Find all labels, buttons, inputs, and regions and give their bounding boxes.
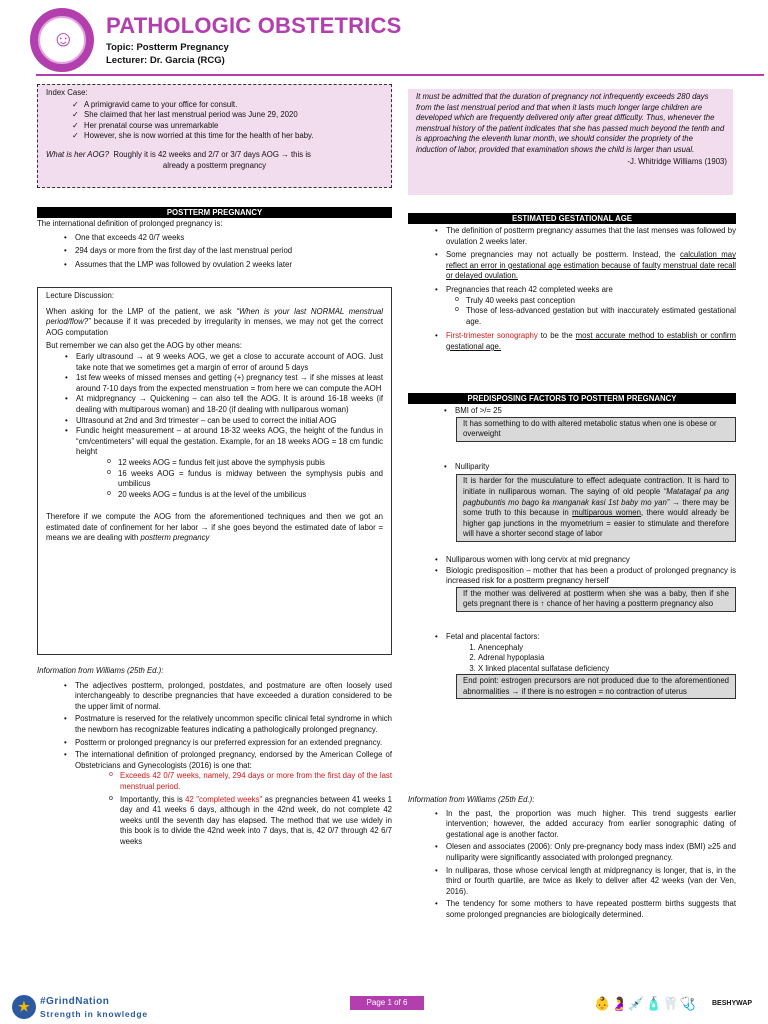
estimated-heading: ESTIMATED GESTATIONAL AGE [408,213,736,224]
case-item: ✓ She claimed that her last menstrual period was June 29, 2020 [84,110,383,121]
definition-item: • 294 days or more from the first day of the last menstrual period [75,246,392,257]
williams-item: • In nulliparas, those whose cervical length at midpregnancy is longer, that is, in the third or fourth quartile, are twice as likely to deliver after 42 weeks (van der Ven, 2016). [446,866,736,898]
lecture-discussion-box [37,287,392,655]
williams-item: • The international definition of prolonged pregnancy, endorsed by the American College of Obstetricians and Gynecologists (2016) is one that: [75,750,392,771]
lecture-conclusion: Therefore if we compute the AOG from the aforementioned techniques and then we got an estimated date of confinement for her labor → if she goes beyond the estimated date of labor = means we are dealing with postterm pregnancy [46,512,383,543]
williams-item: • In the past, the proportion was much higher. This trend suggests earlier intervention; however, the added accuracy from earlier sonographic dating of gestational age is another factor. [446,809,736,841]
case-answer: already a postterm pregnancy [162,160,267,170]
aog-method: • At midpregnancy → Quickening – can also tell the AOG. It is around 16-18 weeks (if dealing with multiparous woman) and 18-20 (if dealing with nulliparous woman) [76,394,383,415]
estimated-sub: o Those of less-advanced gestation but with inaccurately estimated gestational age. [466,306,736,327]
case-question: What is her AOG? Roughly it is 42 weeks and 2/7 or 3/7 days AOG → this is [46,149,311,159]
case-item: ✓ However, she is now worried at this time for the health of her baby. [84,131,383,142]
index-case-heading: Index Case: [46,88,88,97]
quote-text: It must be admitted that the duration of pregnancy not infrequently exceeds 280 days from the last menstrual period and that when it lasts much longer large children are developed which are frequently delivered only after great difficulty. Thus, whenever the menstrual history of the patient indicates that she has passed much beyond the tenth and is approaching the eleventh lunar month, we should consider the propriety of the induction of labor, provided that examination shows the child is larger than usual. [416,92,725,154]
definition-item: • Assumes that the LMP was followed by ovulation 2 weeks later [75,260,392,271]
williams-sub: o Importantly, this is 42 "completed weeks" as pregnancies between 41 weeks 1 day and 41 weeks 6 days, although in the 42nd week, do not complete 42 weeks until the seventh day has elapsed. The method that we use widely in this book is to divide the 42nd week into 7 days, that is, 42 0/7 through 42 6/7 weeks [120,795,392,848]
case-item: ✓ Her prenatal course was unremarkable [84,121,383,132]
factor-nulliparity: • Nulliparity [455,462,736,473]
header-divider [36,74,764,76]
lecture-p1: When asking for the LMP of the patient, we ask “When is your last NORMAL menstrual period/flow?” because if it was preceded by irregularity in menses, we may not get the correct AOG computation [46,306,383,337]
postterm-intro: The international definition of prolonged pregnancy is: [37,219,223,228]
logo [30,8,94,72]
page-number: Page 1 of 6 [350,996,424,1010]
williams-item: • Postmature is reserved for the relatively uncommon specific clinical fetal syndrome in which the newborn has recognizable features indicating a pathologically prolonged pregnancy. [75,714,392,735]
nulliparity-note: It is harder for the musculature to effect adequate contraction. It is hard to initiate in nulliparous woman. The saying of old people “Matatagal pa ang pagbubuntis mo bago ka manganak kasi 1st baby mo yan” → there may be some truth to this because in multiparous women, there would already be higher gap junctions in the myometrium = easier to stimulate and therefore will have a shorter second stage of labor [456,474,736,542]
fetal-item: 3. X linked placental sulfatase deficiency [478,664,736,675]
fundic-item: o 12 weeks AOG = fundus felt just above the symphysis pubis [118,458,383,469]
fetal-item: 2. Adrenal hypoplasia [478,653,736,664]
definition-item: • One that exceeds 42 0/7 weeks [75,233,392,244]
aog-method: • Fundic height measurement – at around 18-32 weeks AOG, the height of the fundus in “cm/centimeters” will equal the gestation. Example, for an 18 weeks AOG = 18 cm fundic height [76,426,383,458]
factor-biologic: • Biologic predisposition – mother that has been a product of prolonged pregnancy is increased risk for a postterm pregnancy herself [446,566,736,587]
fundic-item: o 16 weeks AOG = fundus is midway between the symphysis pubis and umbilicus [118,469,383,490]
aog-method: • 1st few weeks of missed menses and getting (+) pregnancy test → if she misses at least around 7-10 days from the expected menstruation = from here we can compute the AOH [76,373,383,394]
postterm-heading: POSTTERM PREGNANCY [37,207,392,218]
topic: Topic: Postterm Pregnancy [106,42,229,53]
bmi-note: It has something to do with altered metabolic status when one is obese or overweight [456,417,736,442]
index-case-box [37,84,392,188]
footer-icons: 👶🤰💉🧴🦷🩺 [594,996,698,1011]
quote-author: -J. Whitridge Williams (1903) [627,156,727,166]
aog-method: • Early ultrasound → at 9 weeks AOG, we get a close to accurate account of AOG. Just take note that we sometimes get a margin of error of around 5 days [76,352,383,373]
williams-quote [408,89,733,195]
estimated-item: • Some pregnancies may not actually be postterm. Instead, the calculation may reflect an error in gestational age estimation because of faulty menstrual date recall or delayed ovulation. [446,250,736,282]
predisposing-heading: PREDISPOSING FACTORS TO POSTTERM PREGNANCY [408,393,736,404]
lecture-heading: Lecture Discussion: [46,291,115,300]
factor-cervix: • Nulliparous women with long cervix at mid pregnancy [446,555,736,566]
factor-bmi: • BMI of >/= 25 [455,406,736,417]
williams-heading: Information from Williams (25th Ed.): [408,795,535,804]
estimated-sub: o Truly 40 weeks past conception [466,296,736,307]
case-item: ✓ A primigravid came to your office for consult. [84,100,383,111]
footer-hashtag: #GrindNation [40,996,110,1007]
lecturer: Lecturer: Dr. Garcia (RCG) [106,55,225,66]
footer-tagline: Strength in knowledge [40,1009,148,1019]
aog-method: • Ultrasound at 2nd and 3rd trimester – can be used to correct the initial AOG [76,416,383,427]
williams-item: • Postterm or prolonged pregnancy is our preferred expression for an extended pregnancy. [75,738,392,749]
fundic-item: o 20 weeks AOG = fundus is at the level of the umbilicus [118,490,383,501]
footer-brand: BESHYWAP [712,1000,753,1007]
williams-item: • The tendency for some mothers to have repeated postterm births suggests that some prolonged pregnancies are biologically determined. [446,899,736,920]
estimated-item: • First-trimester sonography to be the most accurate method to establish or confirm gestational age. [446,331,736,352]
fetus-icon: ☺ [52,26,75,51]
predisposing-section [408,406,736,699]
estimated-section [408,226,736,353]
williams-left [37,666,392,848]
fetal-note: End point: estrogen precursors are not produced due to the aforementioned abnormalities → if there is no estrogen = no contraction of uterus [456,674,736,699]
lecture-p2: But remember we can also get the AOG by other means: [46,341,242,351]
estimated-item: • The definition of postterm pregnancy assumes that the last menses was followed by ovulation 2 weeks later. [446,226,736,247]
postterm-section [37,219,392,270]
grind-nation-logo: ★ [12,995,36,1019]
williams-heading: Information from Williams (25th Ed.): [37,666,164,675]
williams-right [408,795,736,921]
fetal-item: 1. Anencephaly [478,643,736,654]
williams-sub-red: o Exceeds 42 0/7 weeks, namely, 294 days or more from the first day of the last menstrual period. [120,771,392,792]
williams-item: • Olesen and associates (2006): Only pre-pregnancy body mass index (BMI) ≥25 and nulliparity were significantly associated with prolonged pregnancy. [446,842,736,863]
factor-fetal: • Fetal and placental factors: [446,632,736,643]
estimated-item: • Pregnancies that reach 42 completed weeks are [446,285,736,296]
biologic-note: If the mother was delivered at postterm when she was a baby, then if she gets pregnant there is ↑ chance of her having a postterm pregnancy also [456,587,736,612]
page-title: PATHOLOGIC OBSTETRICS [106,13,402,38]
williams-item: • The adjectives postterm, prolonged, postdates, and postmature are often loosely used interchangeably to describe pregnancies that have exceeded a duration considered to be the upper limit of normal. [75,681,392,713]
